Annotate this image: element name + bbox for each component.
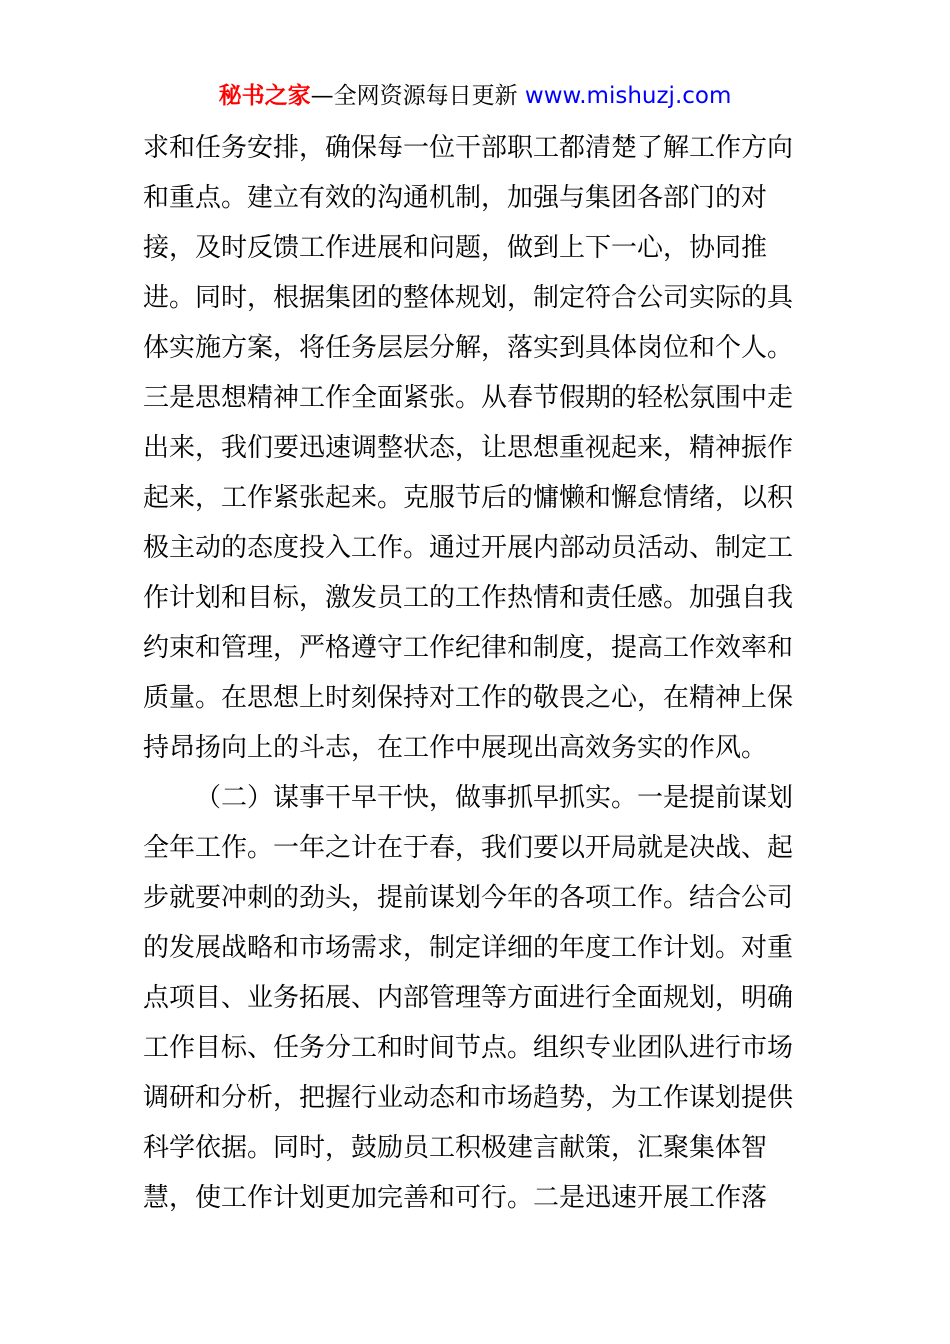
body-line: 接，及时反馈工作进展和问题，做到上下一心，协同推: [143, 233, 768, 263]
body-line: 工作目标、任务分工和时间节点。组织专业团队进行市场: [143, 1033, 794, 1063]
body-line: 点项目、业务拓展、内部管理等方面进行全面规划，明确: [143, 983, 794, 1013]
page-header: [0, 80, 950, 112]
body-line: 持昂扬向上的斗志，在工作中展现出高效务实的作风。: [143, 733, 768, 763]
body-line: 起来，工作紧张起来。克服节后的慵懒和懈怠情绪，以积: [143, 483, 794, 513]
document-body: [143, 123, 813, 1223]
body-line: 和重点。建立有效的沟通机制，加强与集团各部门的对: [143, 183, 768, 213]
body-line: 进。同时，根据集团的整体规划，制定符合公司实际的具: [143, 283, 794, 313]
section-heading-line: （二）谋事干早干快，做事抓早抓实。一是提前谋划: [195, 783, 794, 813]
body-line: 极主动的态度投入工作。通过开展内部动员活动、制定工: [143, 533, 794, 563]
body-line: 科学依据。同时，鼓励员工积极建言献策，汇聚集体智: [143, 1133, 768, 1163]
body-line: 步就要冲刺的劲头，提前谋划今年的各项工作。结合公司: [143, 883, 794, 913]
body-line: 的发展战略和市场需求，制定详细的年度工作计划。对重: [143, 933, 794, 963]
body-line: 调研和分析，把握行业动态和市场趋势，为工作谋划提供: [143, 1083, 794, 1113]
body-line: 求和任务安排，确保每一位干部职工都清楚了解工作方向: [143, 133, 794, 163]
body-line: 约束和管理，严格遵守工作纪律和制度，提高工作效率和: [143, 633, 794, 663]
body-line: 全年工作。一年之计在于春，我们要以开局就是决战、起: [143, 833, 794, 863]
body-line: 作计划和目标，激发员工的工作热情和责任感。加强自我: [143, 583, 794, 613]
body-line: 三是思想精神工作全面紧张。从春节假期的轻松氛围中走: [143, 383, 794, 413]
body-line: 质量。在思想上时刻保持对工作的敬畏之心，在精神上保: [143, 683, 794, 713]
body-line: 慧，使工作计划更加完善和可行。二是迅速开展工作落: [143, 1183, 768, 1213]
header-tagline: —全网资源每日更新: [310, 83, 525, 109]
body-line: 体实施方案，将任务层层分解，落实到具体岗位和个人。: [143, 333, 794, 363]
header-url[interactable]: www.mishuzj.com: [524, 83, 732, 109]
header-brand: 秘书之家: [218, 83, 311, 109]
body-line: 出来，我们要迅速调整状态，让思想重视起来，精神振作: [143, 433, 794, 463]
